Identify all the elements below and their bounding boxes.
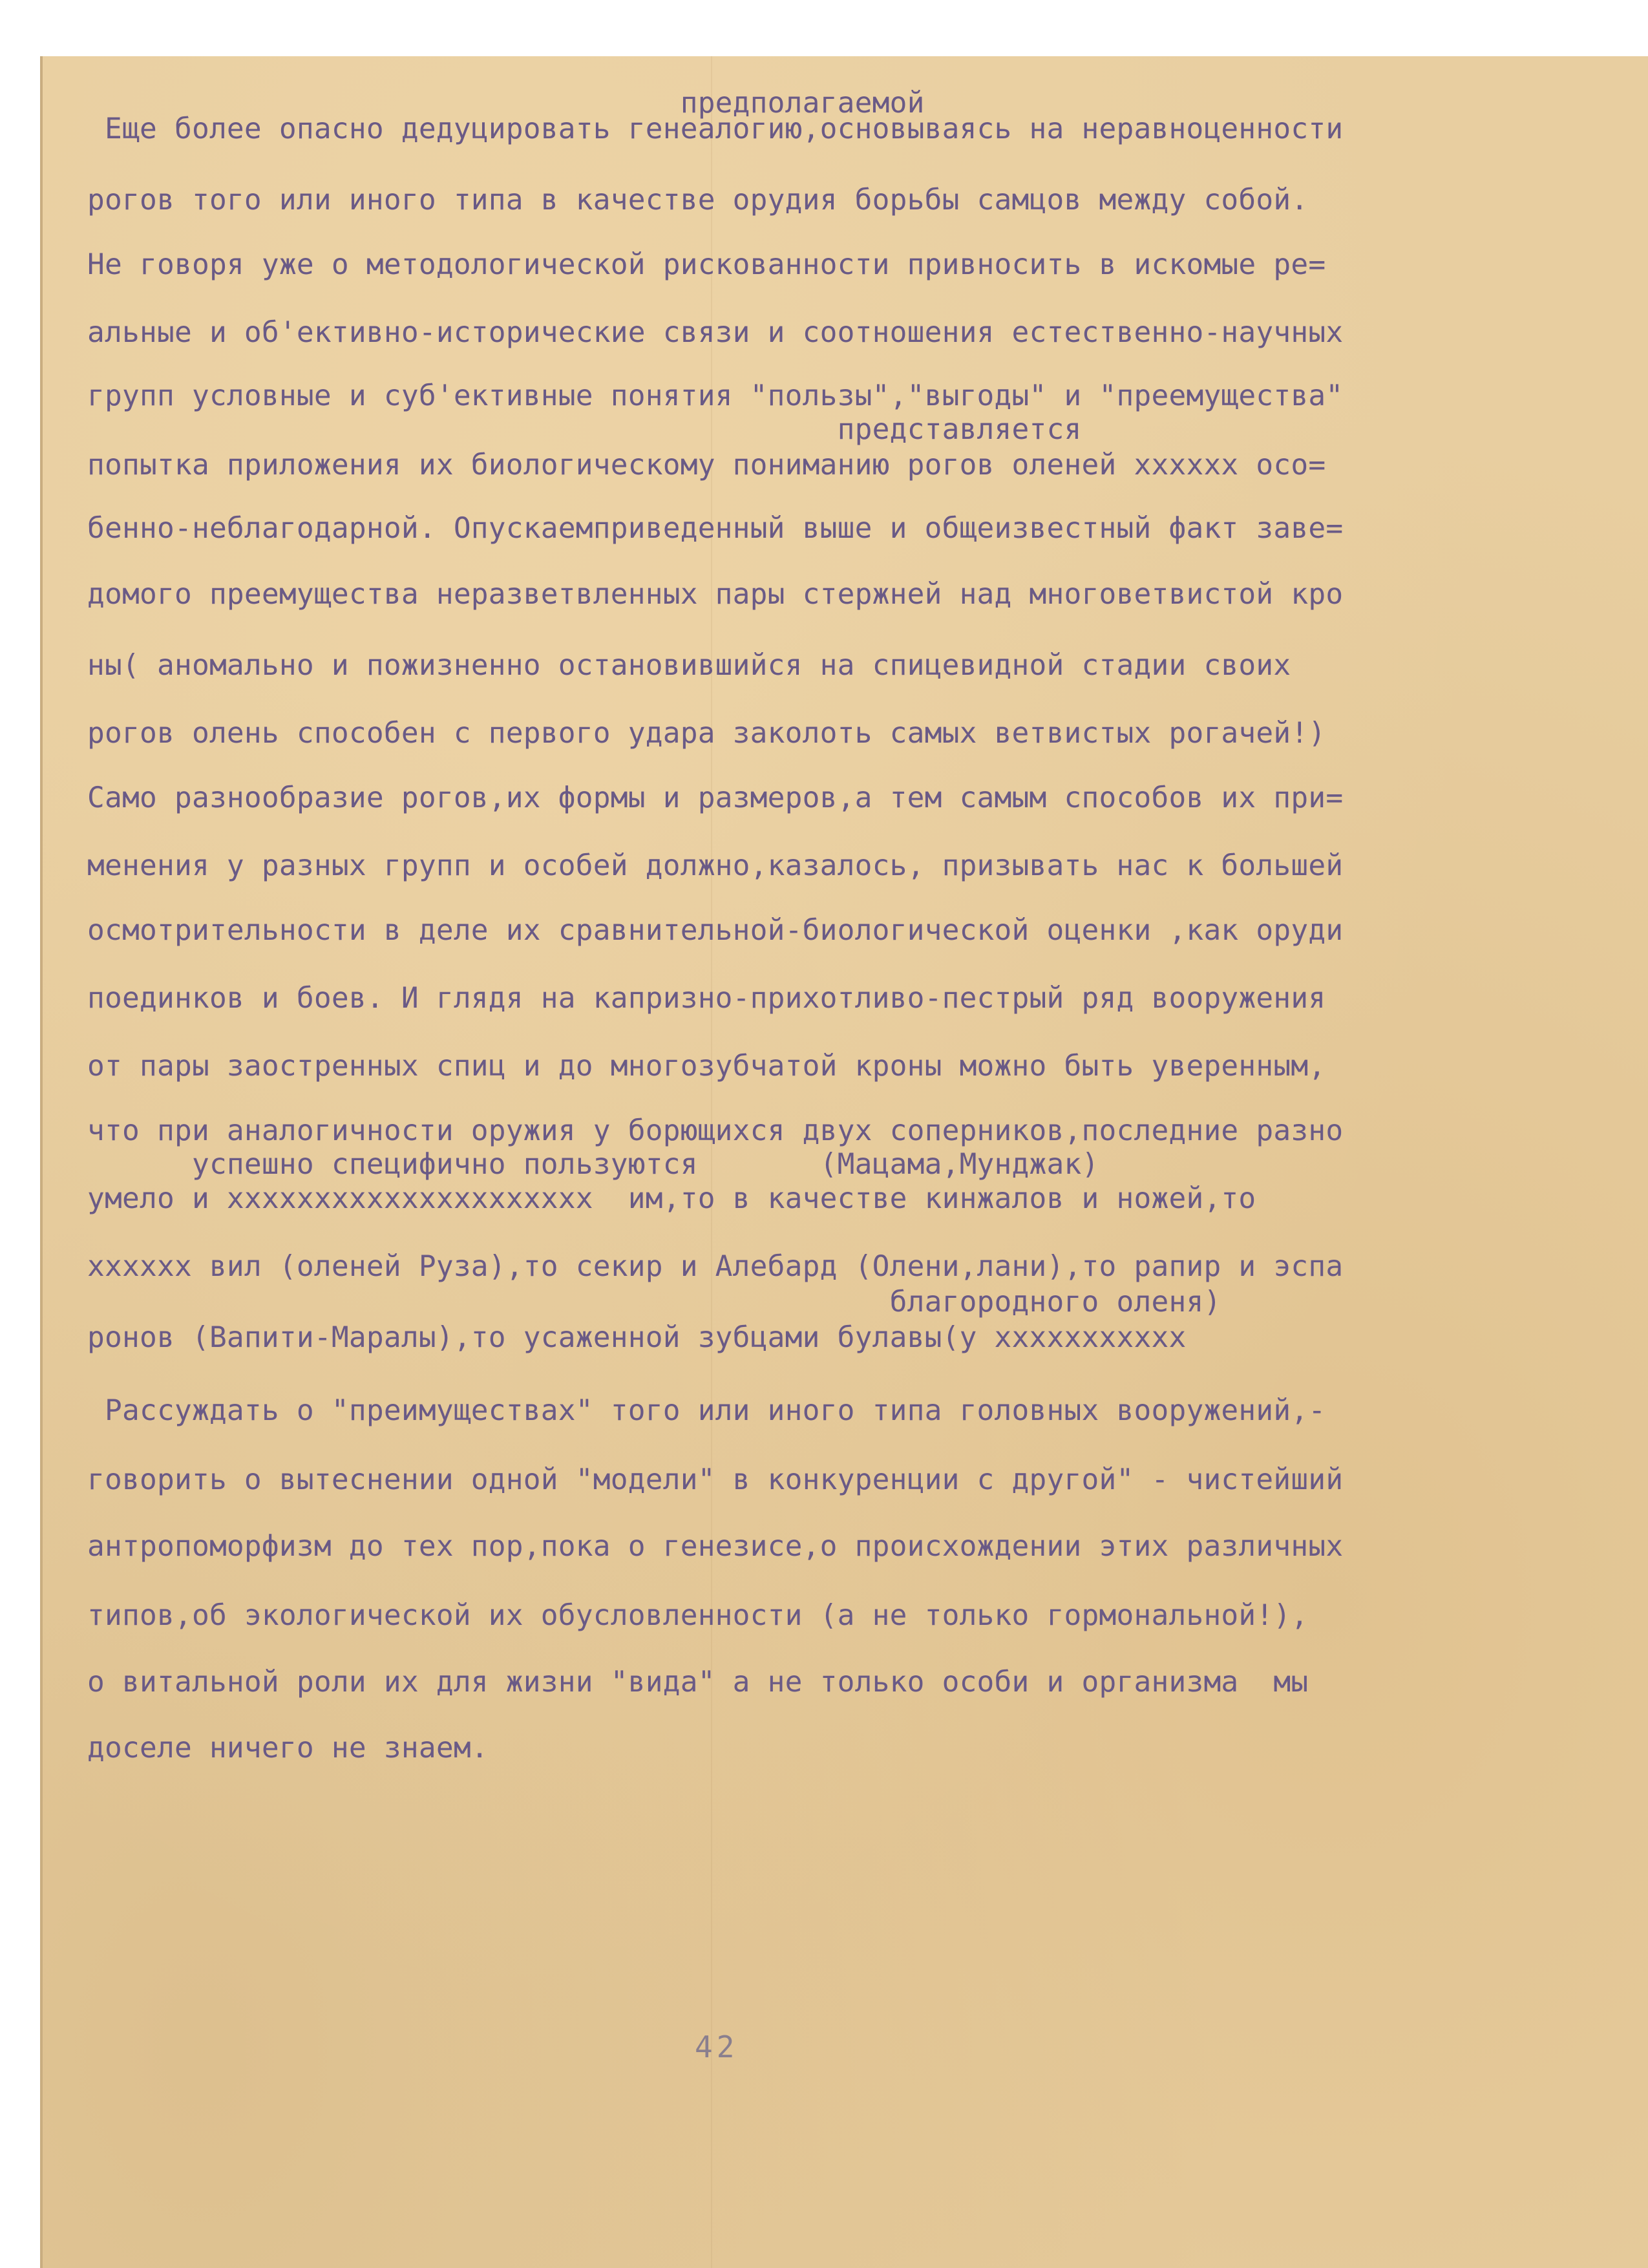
text-line: ронов (Вапити-Маралы),то усаженной зубцами булавы(у ххххххххххх: [87, 1321, 1187, 1354]
text-line: поединков и боев. И глядя на капризно-прихотливо-пестрый ряд вооружения: [87, 982, 1326, 1015]
text-line: бенно-неблагодарной. Опускаемприведенный выше и общеизвестный факт заве=: [87, 512, 1344, 545]
text-line: осмотрительности в деле их сравнительной-биологической оценки ,как оруди: [87, 914, 1344, 947]
text-line: Не говоря уже о методологической рискованности привносить в искомые ре=: [87, 248, 1326, 281]
text-line: от пары заостренных спиц и до многозубчатой кроны можно быть уверенным,: [87, 1050, 1326, 1083]
text-line: хххххх вил (оленей Руза),то секир и Алебард (Олени,лани),то рапир и эспа: [87, 1250, 1344, 1283]
text-line: предполагаемой: [87, 87, 925, 120]
text-line: домого преемущества неразветвленных пары стержней над многоветвистой кро: [87, 578, 1344, 611]
text-line: успешно специфично пользуются (Мацама,Мунджак): [87, 1148, 1099, 1181]
text-line: попытка приложения их биологическому пониманию рогов оленей хххххх осо=: [87, 449, 1326, 482]
text-line: групп условные и суб'ективные понятия "пользы","выгоды" и "преемущества": [87, 379, 1344, 412]
text-line: рогов того или иного типа в качестве орудия борьбы самцов между собой.: [87, 184, 1309, 217]
text-line: благородного оленя): [87, 1286, 1221, 1319]
text-line: умело и ххххххххххххххххххххх им,то в качестве кинжалов и ножей,то: [87, 1182, 1256, 1215]
text-line: о витальной роли их для жизни "вида" а не только особи и организма мы: [87, 1666, 1309, 1699]
text-line: Еще более опасно дедуцировать генеалогию,основываясь на неравноценности: [87, 112, 1344, 145]
text-line: Само разнообразие рогов,их формы и размеров,а тем самым способов их при=: [87, 781, 1344, 814]
text-line: рогов олень способен с первого удара заколоть самых ветвистых рогачей!): [87, 717, 1326, 750]
text-line: что при аналогичности оружия у борющихся двух соперников,последние разно: [87, 1114, 1344, 1147]
text-line: доселе ничего не знаем.: [87, 1732, 489, 1765]
text-line: говорить о вытеснении одной "модели" в конкуренции с другой" - чистейший: [87, 1463, 1344, 1496]
text-line: Рассуждать о "преимуществах" того или иного типа головных вооружений,-: [87, 1394, 1326, 1427]
text-line: антропоморфизм до тех пор,пока о генезисе,о происхождении этих различных: [87, 1530, 1344, 1563]
text-line: менения у разных групп и особей должно,казалось, призывать нас к большей: [87, 849, 1344, 882]
text-line: типов,об экологической их обусловленности (а не только гормональной!),: [87, 1599, 1309, 1632]
text-line: ны( аномально и пожизненно остановившийся на спицевидной стадии своих: [87, 649, 1291, 682]
text-line: представляется: [87, 413, 1082, 446]
page-number: 42: [695, 2030, 739, 2064]
text-line: альные и об'ективно-исторические связи и соотношения естественно-научных: [87, 316, 1344, 349]
